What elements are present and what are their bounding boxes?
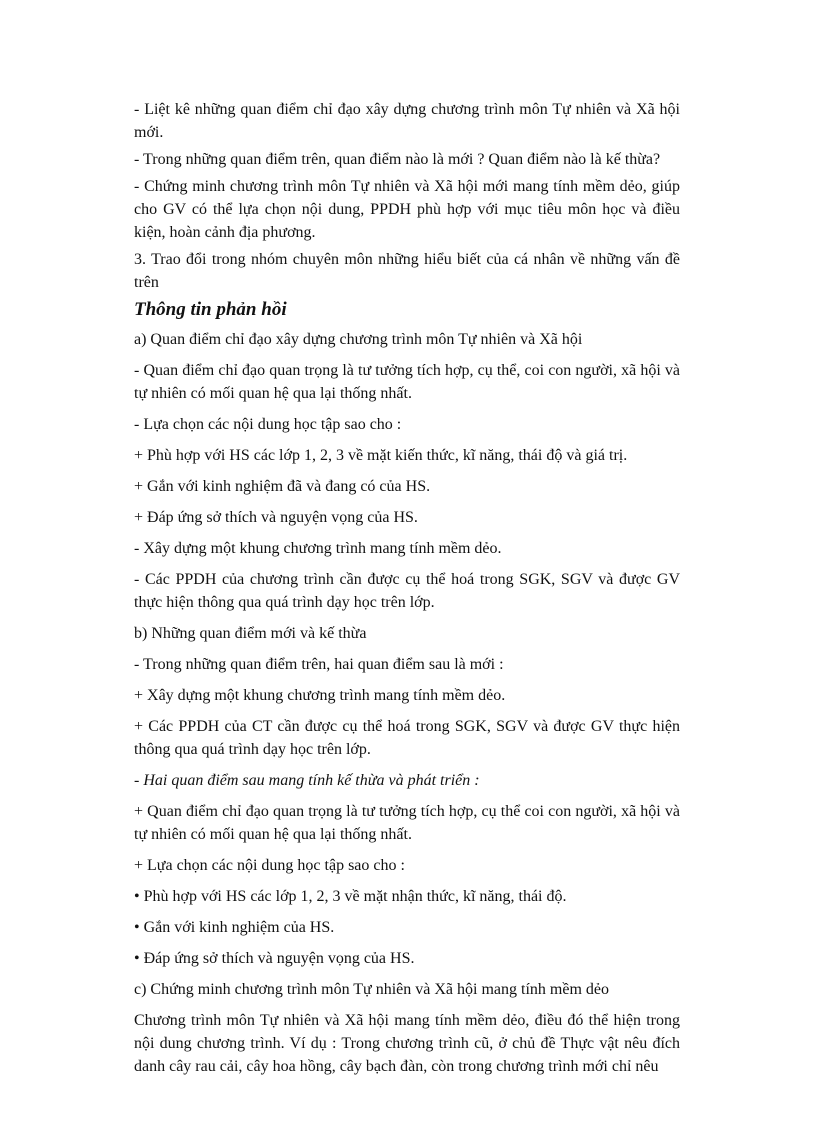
intro-item: - Liệt kê những quan điểm chỉ đạo xây dựng chương trình môn Tự nhiên và Xã hội mới.: [134, 101, 680, 141]
section-a-item: + Gắn với kinh nghiệm đã và đang có của HS.: [134, 478, 431, 495]
section-b-item: - Trong những quan điểm trên, hai quan điểm sau là mới :: [134, 656, 504, 673]
section-b-inherited-item: + Lựa chọn các nội dung học tập sao cho :: [134, 857, 405, 874]
section-b-title: b) Những quan điểm mới và kế thừa: [134, 625, 367, 642]
intro-item: - Trong những quan điểm trên, quan điểm nào là mới ? Quan điểm nào là kế thừa?: [134, 151, 661, 168]
section-b-inherited-item: + Quan điểm chỉ đạo quan trọng là tư tưởng tích hợp, cụ thể coi con người, xã hội và tự nhiên có mối quan hệ qua lại thống nhất.: [134, 803, 680, 843]
section-c-title: c) Chứng minh chương trình môn Tự nhiên và Xã hội mang tính mềm dẻo: [134, 981, 609, 998]
section-a-item: - Các PPDH của chương trình cần được cụ thể hoá trong SGK, SGV và được GV thực hiện thông qua quá trình dạy học trên lớp.: [134, 571, 680, 611]
intro-item: 3. Trao đổi trong nhóm chuyên môn những hiểu biết của cá nhân về những vấn đề trên: [134, 251, 680, 291]
section-b-inherited-item: • Phù hợp với HS các lớp 1, 2, 3 về mặt nhận thức, kĩ năng, thái độ.: [134, 888, 567, 905]
section-a-item: + Phù hợp với HS các lớp 1, 2, 3 về mặt kiến thức, kĩ năng, thái độ và giá trị.: [134, 447, 628, 464]
section-b-inherited-label: - Hai quan điểm sau mang tính kế thừa và phát triển :: [134, 772, 480, 789]
section-b-item: + Xây dựng một khung chương trình mang tính mềm dẻo.: [134, 687, 506, 704]
section-a-title: a) Quan điểm chỉ đạo xây dựng chương trình môn Tự nhiên và Xã hội: [134, 331, 583, 348]
document-page: [134, 98, 680, 1086]
section-b-inherited-item: • Gắn với kinh nghiệm của HS.: [134, 919, 335, 936]
section-c-body: Chương trình môn Tự nhiên và Xã hội mang tính mềm dẻo, điều đó thể hiện trong nội dung chương trình. Ví dụ : Trong chương trình cũ, ở chủ đề Thực vật nêu đích danh cây rau cải, cây hoa hồng, cây bạch đàn, còn trong chương trình mới chỉ nêu: [134, 1012, 680, 1075]
intro-item: - Chứng minh chương trình môn Tự nhiên và Xã hội mới mang tính mềm dẻo, giúp cho GV có thể lựa chọn nội dung, PPDH phù hợp với mục tiêu môn học và điều kiện, hoàn cảnh địa phương.: [134, 178, 680, 241]
section-a-item: - Quan điểm chỉ đạo quan trọng là tư tưởng tích hợp, cụ thể, coi con người, xã hội và tự nhiên có mối quan hệ qua lại thống nhất.: [134, 362, 680, 402]
section-b-item: + Các PPDH của CT cần được cụ thể hoá trong SGK, SGV và được GV thực hiện thông qua quá trình dạy học trên lớp.: [134, 718, 680, 758]
section-a-item: - Xây dựng một khung chương trình mang tính mềm dẻo.: [134, 540, 502, 557]
section-heading: Thông tin phản hồi: [134, 299, 287, 320]
section-a-item: - Lựa chọn các nội dung học tập sao cho :: [134, 416, 402, 433]
section-b-inherited-item: • Đáp ứng sở thích và nguyện vọng của HS.: [134, 950, 415, 967]
section-a-item: + Đáp ứng sở thích và nguyện vọng của HS.: [134, 509, 418, 526]
